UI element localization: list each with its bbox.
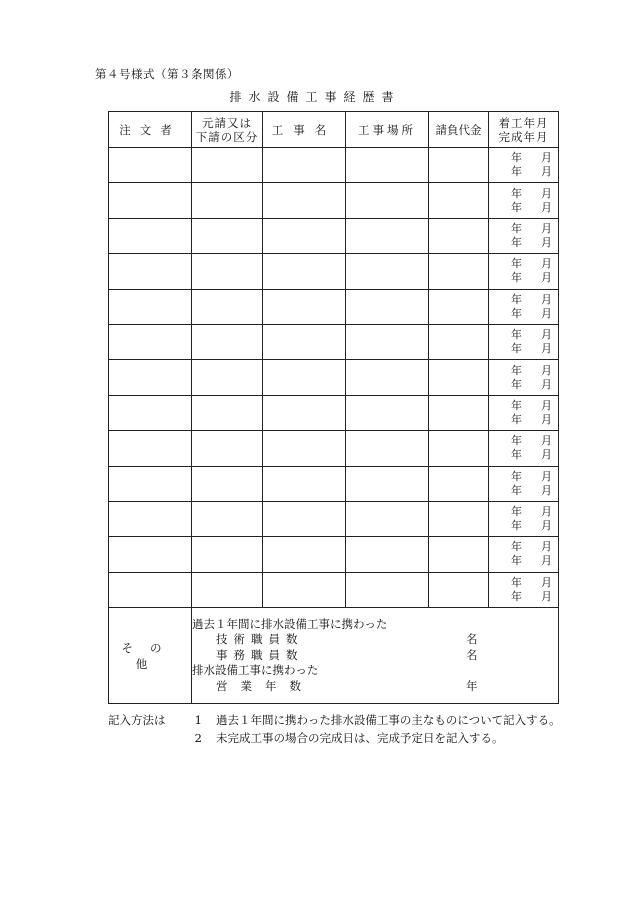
table-row [109, 537, 559, 572]
work-name-cell[interactable] [263, 537, 346, 572]
work-place-cell[interactable] [346, 360, 429, 395]
month-label: 月 [541, 505, 552, 519]
contract-type-cell[interactable] [192, 324, 263, 359]
table-row [109, 218, 559, 253]
column-header-work-name: 工事名 [263, 112, 346, 148]
table-row [109, 572, 559, 607]
month-label: 月 [541, 151, 552, 165]
work-place-cell[interactable] [346, 395, 429, 430]
contract-type-cell[interactable] [192, 218, 263, 253]
other-info-body[interactable] [192, 608, 559, 704]
year-label: 年 [511, 342, 522, 356]
year-label: 年 [511, 575, 522, 589]
date-cell[interactable] [489, 395, 559, 430]
column-header-contract-type-line1: 元請又は [202, 115, 252, 130]
month-label: 月 [541, 165, 552, 179]
contract-price-cell[interactable] [429, 501, 489, 536]
completion-date-line [489, 378, 558, 392]
start-date-line [489, 505, 558, 519]
orderer-cell[interactable] [109, 183, 192, 218]
column-header-dates-line1: 着工年月 [498, 115, 549, 130]
column-header-dates-line2: 完成年月 [498, 129, 549, 144]
work-name-cell[interactable] [263, 289, 346, 324]
month-label: 月 [541, 292, 552, 306]
month-label: 月 [541, 186, 552, 200]
other-info-label: その他 [109, 608, 192, 704]
table-body [109, 148, 559, 608]
month-label: 月 [541, 257, 552, 271]
work-place-cell[interactable] [346, 324, 429, 359]
contract-type-cell[interactable] [192, 501, 263, 536]
table-row [109, 324, 559, 359]
orderer-cell[interactable] [109, 254, 192, 289]
column-header-contract-price: 請負代金 [429, 112, 489, 148]
year-label: 年 [511, 589, 522, 603]
orderer-cell[interactable] [109, 537, 192, 572]
contract-type-cell[interactable] [192, 395, 263, 430]
completion-date-line [489, 413, 558, 427]
start-date-line [489, 257, 558, 271]
orderer-cell[interactable] [109, 360, 192, 395]
work-place-cell[interactable] [346, 289, 429, 324]
contract-price-cell[interactable] [429, 148, 489, 183]
completion-date-line [489, 519, 558, 533]
work-place-cell[interactable] [346, 572, 429, 607]
month-label: 月 [541, 540, 552, 554]
month-label: 月 [541, 200, 552, 214]
year-label: 年 [511, 328, 522, 342]
contract-price-cell[interactable] [429, 254, 489, 289]
office-staff-unit: 名 [466, 647, 478, 662]
work-name-cell[interactable] [263, 501, 346, 536]
column-header-orderer: 注文者 [109, 112, 192, 148]
orderer-cell[interactable] [109, 218, 192, 253]
work-place-cell[interactable] [346, 183, 429, 218]
date-cell[interactable] [489, 572, 559, 607]
month-label: 月 [541, 448, 552, 462]
year-label: 年 [511, 554, 522, 568]
instructions-lead-spacer [108, 729, 180, 747]
start-date-line [489, 399, 558, 413]
column-header-work-place: 工事場所 [346, 112, 429, 148]
form-number-label: 第４号様式（第３条関係） [95, 67, 239, 81]
year-label: 年 [511, 540, 522, 554]
completion-date-line [489, 165, 558, 179]
office-staff-line [192, 648, 558, 664]
work-place-cell[interactable] [346, 218, 429, 253]
start-date-line [489, 576, 558, 590]
start-date-line [489, 328, 558, 342]
contract-price-cell[interactable] [429, 395, 489, 430]
instruction-number: 1 [194, 713, 202, 727]
month-label: 月 [541, 412, 552, 426]
tech-staff-label: 技術職員数 [216, 632, 304, 647]
year-label: 年 [511, 448, 522, 462]
year-label: 年 [511, 151, 522, 165]
date-cell[interactable] [489, 501, 559, 536]
table-row [109, 254, 559, 289]
completion-date-line [489, 236, 558, 250]
completion-date-line [489, 590, 558, 604]
table-row [109, 395, 559, 430]
start-date-line [489, 434, 558, 448]
month-label: 月 [541, 221, 552, 235]
year-label: 年 [511, 292, 522, 306]
work-name-cell[interactable] [263, 254, 346, 289]
date-cell[interactable] [489, 289, 559, 324]
table-row [109, 183, 559, 218]
start-date-line [489, 293, 558, 307]
work-name-cell[interactable] [263, 218, 346, 253]
column-header-contract-type [192, 112, 263, 148]
other-info-row [109, 608, 559, 704]
work-place-cell[interactable] [346, 501, 429, 536]
orderer-cell[interactable] [109, 324, 192, 359]
start-date-line [489, 470, 558, 484]
contract-type-cell[interactable] [192, 148, 263, 183]
month-label: 月 [541, 469, 552, 483]
table-row [109, 501, 559, 536]
document-title: 排水設備工事経歴書 [229, 90, 401, 104]
year-label: 年 [511, 434, 522, 448]
business-years-label: 営業年数 [216, 678, 314, 693]
year-label: 年 [511, 221, 522, 235]
work-name-cell[interactable] [263, 466, 346, 501]
month-label: 月 [541, 328, 552, 342]
month-label: 月 [541, 398, 552, 412]
start-date-line [489, 364, 558, 378]
work-name-cell[interactable] [263, 360, 346, 395]
contract-price-cell[interactable] [429, 218, 489, 253]
date-cell[interactable] [489, 183, 559, 218]
table-row [109, 148, 559, 183]
table-row [109, 431, 559, 466]
contract-price-cell[interactable] [429, 572, 489, 607]
instructions-lead: 記入方法は [108, 713, 166, 727]
contract-price-cell[interactable] [429, 183, 489, 218]
instruction-text: 過去１年間に携わった排水設備工事の主なものについて記入する。 [216, 713, 561, 727]
table-row [109, 289, 559, 324]
date-cell[interactable] [489, 254, 559, 289]
orderer-cell[interactable] [109, 501, 192, 536]
contract-price-cell[interactable] [429, 466, 489, 501]
year-label: 年 [511, 377, 522, 391]
office-staff-label: 事務職員数 [216, 647, 304, 662]
month-label: 月 [541, 589, 552, 603]
completion-date-line [489, 201, 558, 215]
contract-price-cell[interactable] [429, 537, 489, 572]
completion-date-line [489, 554, 558, 568]
contract-type-cell[interactable] [192, 289, 263, 324]
contract-price-cell[interactable] [429, 289, 489, 324]
start-date-line [489, 187, 558, 201]
instruction-text: 未完成工事の場合の完成日は、完成予定日を記入する。 [216, 731, 504, 745]
instruction-item [108, 729, 561, 747]
month-label: 月 [541, 575, 552, 589]
contract-type-cell[interactable] [192, 183, 263, 218]
completion-date-line [489, 307, 558, 321]
instructions [108, 711, 561, 747]
month-label: 月 [541, 434, 552, 448]
year-label: 年 [511, 257, 522, 271]
year-label: 年 [511, 483, 522, 497]
start-date-line [489, 222, 558, 236]
contract-price-cell[interactable] [429, 324, 489, 359]
tech-staff-line [192, 632, 558, 648]
contract-type-cell[interactable] [192, 254, 263, 289]
start-date-line [489, 151, 558, 165]
work-place-cell[interactable] [346, 431, 429, 466]
work-name-cell[interactable] [263, 324, 346, 359]
work-place-cell[interactable] [346, 254, 429, 289]
column-header-dates [489, 112, 559, 148]
work-place-cell[interactable] [346, 148, 429, 183]
year-label: 年 [511, 412, 522, 426]
month-label: 月 [541, 377, 552, 391]
month-label: 月 [541, 342, 552, 356]
contract-type-cell[interactable] [192, 431, 263, 466]
tech-staff-unit: 名 [466, 632, 478, 647]
instruction-item [108, 711, 561, 729]
instruction-number: 2 [194, 731, 202, 745]
contract-type-cell[interactable] [192, 537, 263, 572]
contract-price-cell[interactable] [429, 360, 489, 395]
date-cell[interactable] [489, 537, 559, 572]
completion-date-line [489, 342, 558, 356]
year-label: 年 [511, 398, 522, 412]
column-header-contract-type-line2: 下請の区分 [195, 129, 259, 144]
business-years-unit: 年 [466, 678, 478, 693]
business-years-line [192, 679, 558, 695]
month-label: 月 [541, 483, 552, 497]
month-label: 月 [541, 363, 552, 377]
table-row [109, 466, 559, 501]
month-label: 月 [541, 271, 552, 285]
orderer-cell[interactable] [109, 289, 192, 324]
year-label: 年 [511, 235, 522, 249]
orderer-cell[interactable] [109, 148, 192, 183]
completion-date-line [489, 484, 558, 498]
orderer-cell[interactable] [109, 395, 192, 430]
month-label: 月 [541, 554, 552, 568]
contract-type-cell[interactable] [192, 466, 263, 501]
orderer-cell[interactable] [109, 431, 192, 466]
date-cell[interactable] [489, 148, 559, 183]
staff-intro-line: 過去１年間に排水設備工事に携わった [192, 616, 388, 631]
work-name-cell[interactable] [263, 148, 346, 183]
year-label: 年 [511, 306, 522, 320]
year-label: 年 [511, 165, 522, 179]
year-label: 年 [511, 505, 522, 519]
work-place-cell[interactable] [346, 537, 429, 572]
year-label: 年 [511, 200, 522, 214]
date-cell[interactable] [489, 324, 559, 359]
table-header-row [109, 112, 559, 148]
orderer-cell[interactable] [109, 466, 192, 501]
completion-date-line [489, 448, 558, 462]
year-label: 年 [511, 469, 522, 483]
work-name-cell[interactable] [263, 395, 346, 430]
year-label: 年 [511, 363, 522, 377]
contract-price-cell[interactable] [429, 431, 489, 466]
date-cell[interactable] [489, 218, 559, 253]
completion-date-line [489, 271, 558, 285]
work-name-cell[interactable] [263, 572, 346, 607]
work-place-cell[interactable] [346, 466, 429, 501]
date-cell[interactable] [489, 431, 559, 466]
month-label: 月 [541, 235, 552, 249]
work-history-table [108, 111, 559, 704]
orderer-cell[interactable] [109, 572, 192, 607]
start-date-line [489, 540, 558, 554]
year-label: 年 [511, 519, 522, 533]
date-cell[interactable] [489, 466, 559, 501]
work-name-cell[interactable] [263, 183, 346, 218]
work-name-cell[interactable] [263, 431, 346, 466]
year-label: 年 [511, 271, 522, 285]
year-label: 年 [511, 186, 522, 200]
business-intro-line: 排水設備工事に携わった [192, 663, 319, 678]
contract-type-cell[interactable] [192, 572, 263, 607]
month-label: 月 [541, 306, 552, 320]
month-label: 月 [541, 519, 552, 533]
table-row [109, 360, 559, 395]
date-cell[interactable] [489, 360, 559, 395]
contract-type-cell[interactable] [192, 360, 263, 395]
